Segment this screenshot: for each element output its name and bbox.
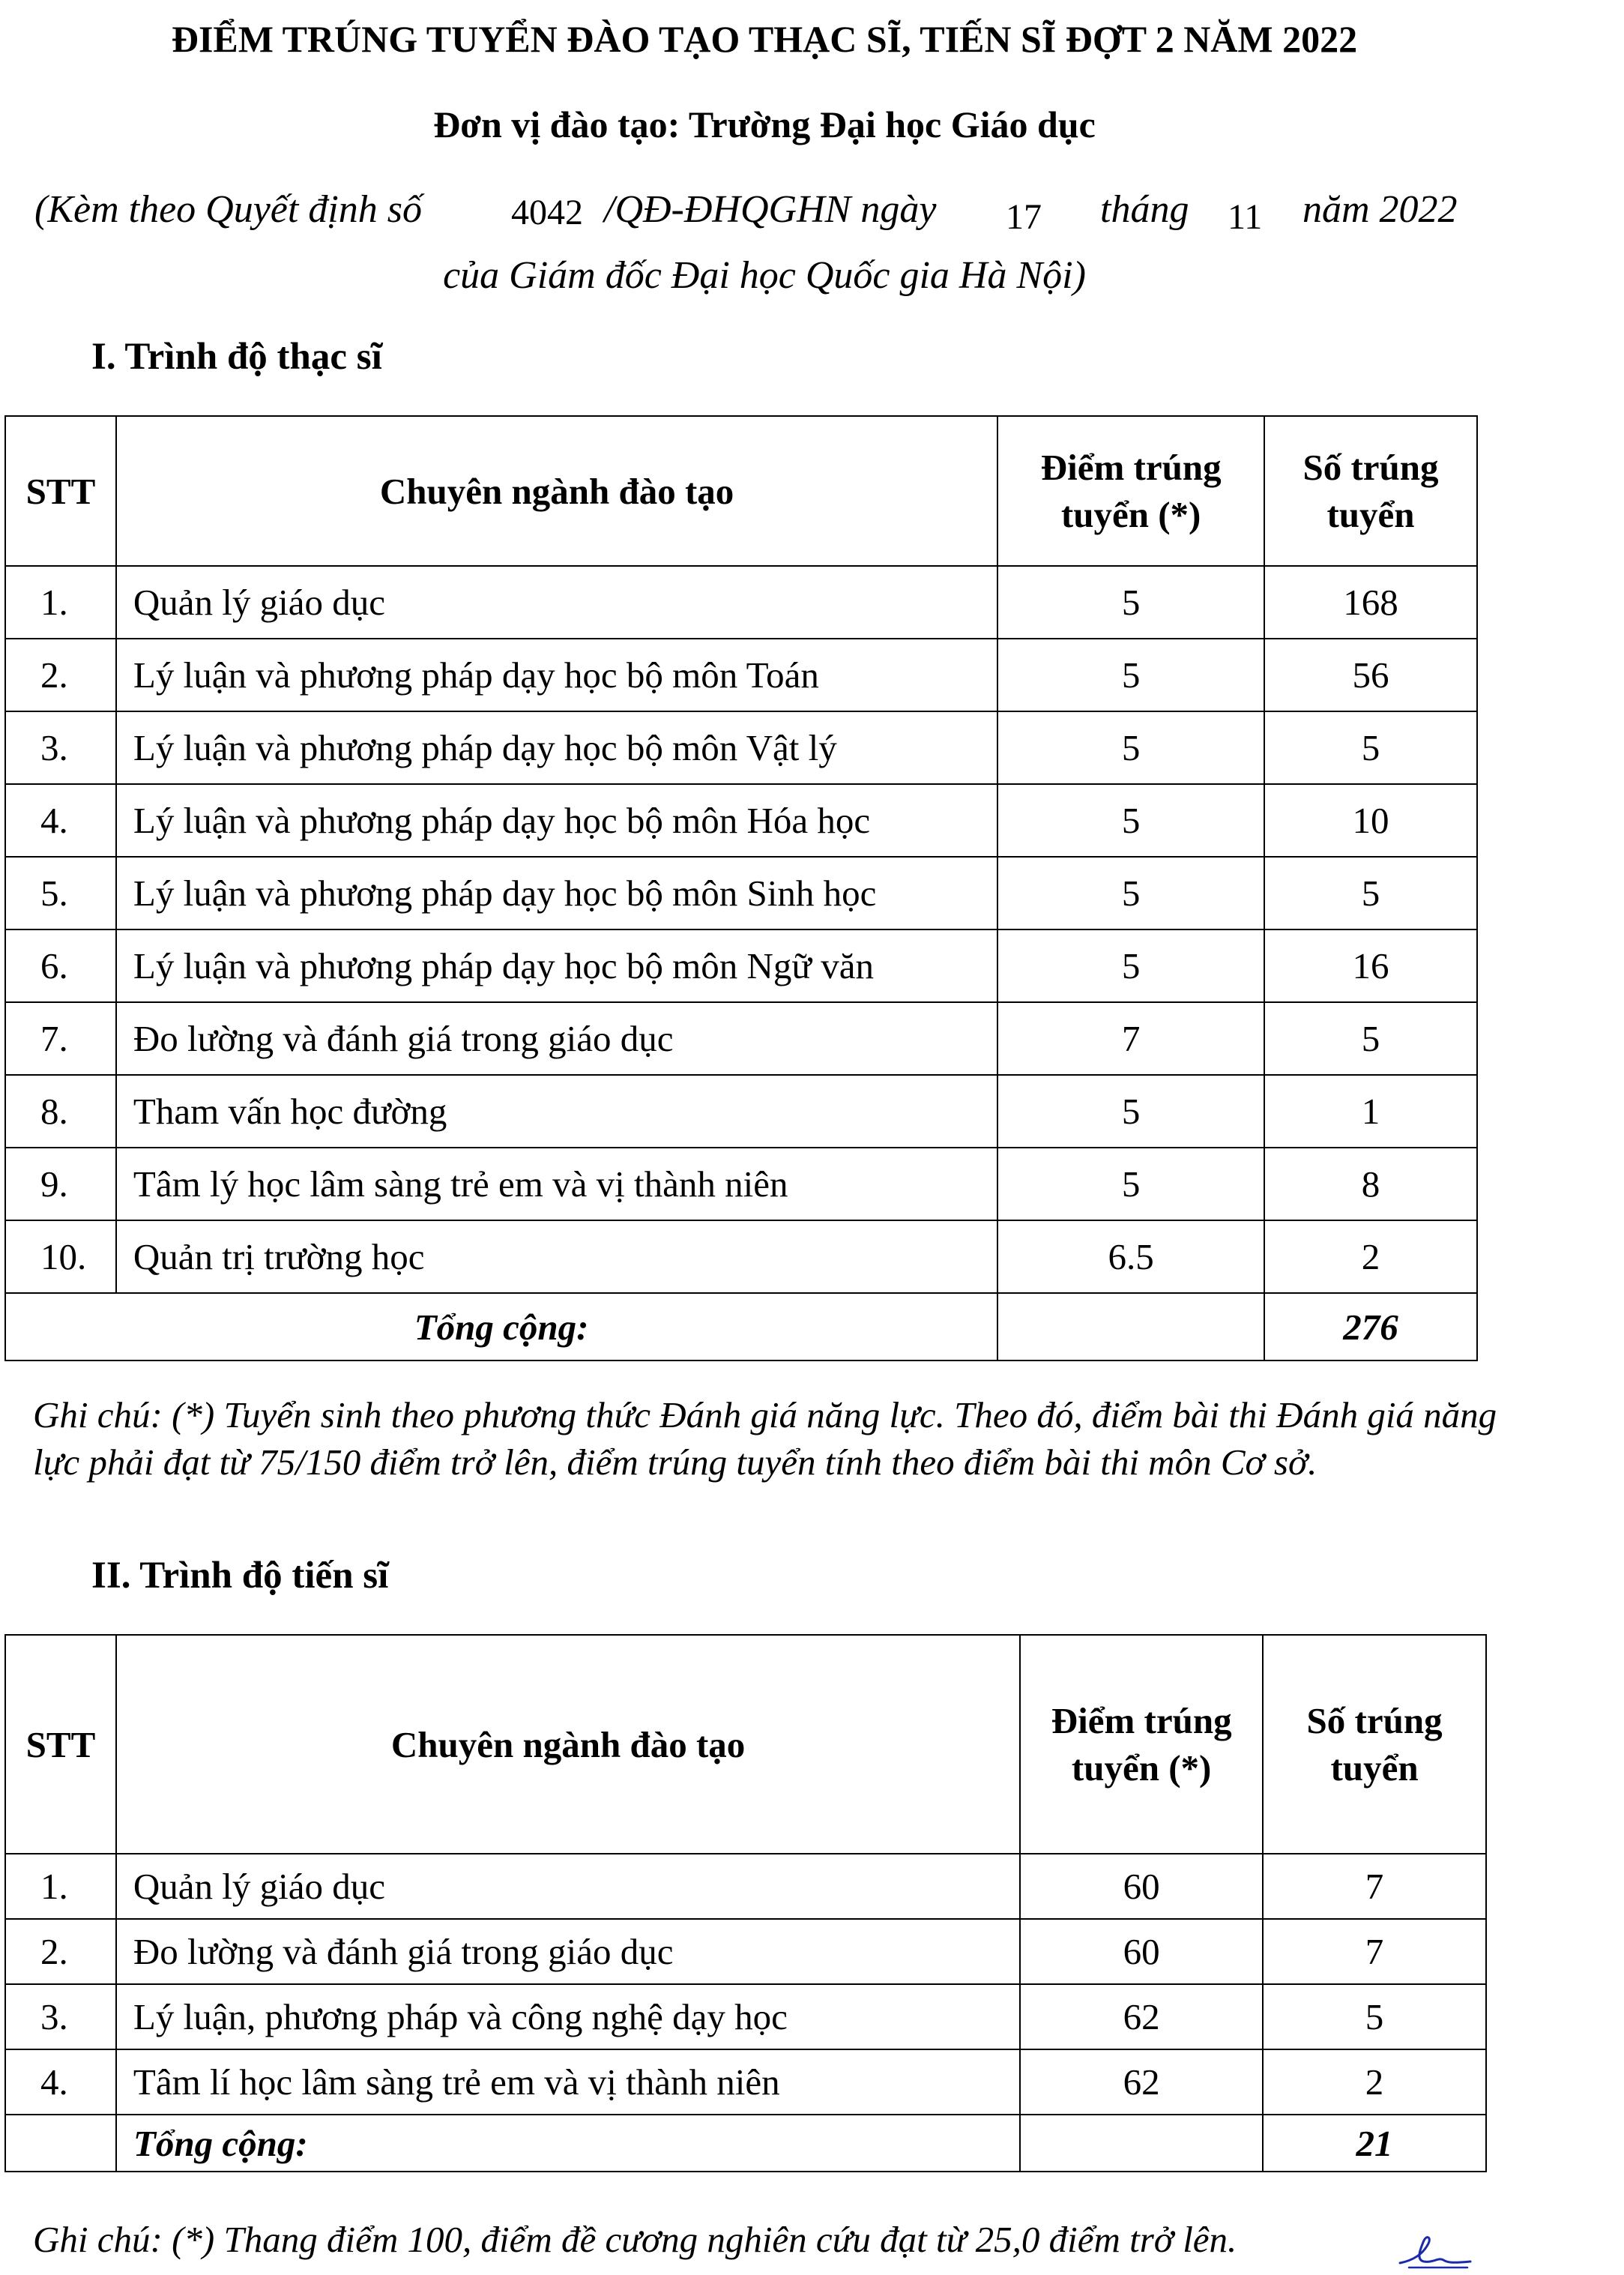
decision-day: 17	[1006, 197, 1042, 237]
doctoral-table	[4, 1634, 1487, 2172]
row-stt: 2.	[5, 1919, 116, 1984]
doctoral-header-row	[5, 1635, 1486, 1854]
col-stt: STT	[5, 416, 116, 566]
row-count: 8	[1264, 1148, 1477, 1220]
row-count: 2	[1263, 2049, 1486, 2115]
masters-table	[4, 415, 1478, 1361]
doctoral-total-row	[5, 2115, 1486, 2172]
table-row	[5, 566, 1477, 639]
row-count: 10	[1264, 784, 1477, 857]
col-score: Điểm trúng tuyển (*)	[1020, 1635, 1263, 1854]
masters-heading: I. Trình độ thạc sĩ	[91, 336, 382, 378]
row-stt: 1.	[5, 1854, 116, 1919]
decision-reference	[34, 187, 1496, 237]
decision-month: 11	[1228, 197, 1263, 237]
row-major: Đo lường và đánh giá trong giáo dục	[116, 1919, 1020, 1984]
table-row	[5, 1148, 1477, 1220]
row-score: 60	[1020, 1919, 1263, 1984]
table-row	[5, 929, 1477, 1002]
row-count: 7	[1263, 1854, 1486, 1919]
table-row	[5, 1854, 1486, 1919]
masters-note: Ghi chú: (*) Tuyển sinh theo phương thức Đánh giá năng lực. Theo đó, điểm bài thi Đánh giá năng lực phải đạt từ 75/150 điểm trở lên, điểm trúng tuyển tính theo điểm bài thi môn Cơ sở.	[33, 1394, 1497, 1483]
row-stt: 3.	[5, 1984, 116, 2049]
row-score: 60	[1020, 1854, 1263, 1919]
row-stt: 4.	[5, 784, 116, 857]
decision-number: 4042	[511, 193, 583, 232]
total-value: 21	[1263, 2115, 1486, 2172]
row-major: Đo lường và đánh giá trong giáo dục	[116, 1002, 997, 1075]
decision-month-label: tháng	[1100, 188, 1189, 231]
table-row	[5, 1002, 1477, 1075]
table-row	[5, 639, 1477, 711]
row-score: 7	[997, 1002, 1264, 1075]
training-unit: Đơn vị đào tạo: Trường Đại học Giáo dục	[433, 103, 1096, 145]
masters-header-row	[5, 416, 1477, 566]
total-score-empty	[1020, 2115, 1263, 2172]
col-count: Số trúng tuyển	[1264, 416, 1477, 566]
col-score: Điểm trúng tuyển (*)	[997, 416, 1264, 566]
row-count: 5	[1264, 1002, 1477, 1075]
row-major: Lý luận, phương pháp và công nghệ dạy học	[116, 1984, 1020, 2049]
table-row	[5, 2049, 1486, 2115]
table-row	[5, 711, 1477, 784]
table-row	[5, 1075, 1477, 1148]
total-stt-empty	[5, 2115, 116, 2172]
row-count: 168	[1264, 566, 1477, 639]
table-row	[5, 857, 1477, 929]
row-count: 1	[1264, 1075, 1477, 1148]
row-major: Quản lý giáo dục	[116, 566, 997, 639]
doctoral-heading: II. Trình độ tiến sĩ	[91, 1555, 389, 1597]
total-score-empty	[997, 1293, 1264, 1361]
decision-issuer: của Giám đốc Đại học Quốc gia Hà Nội)	[443, 254, 1086, 297]
row-stt: 4.	[5, 2049, 116, 2115]
row-major: Lý luận và phương pháp dạy học bộ môn Toán	[116, 639, 997, 711]
row-score: 62	[1020, 1984, 1263, 2049]
row-major: Lý luận và phương pháp dạy học bộ môn Ngữ văn	[116, 929, 997, 1002]
row-count: 16	[1264, 929, 1477, 1002]
row-major: Lý luận và phương pháp dạy học bộ môn Hóa học	[116, 784, 997, 857]
row-stt: 9.	[5, 1148, 116, 1220]
table-row	[5, 1919, 1486, 1984]
row-score: 62	[1020, 2049, 1263, 2115]
row-stt: 1.	[5, 566, 116, 639]
masters-total-row	[5, 1293, 1477, 1361]
row-major: Quản lý giáo dục	[116, 1854, 1020, 1919]
decision-code: /QĐ-ĐHQGHN ngày	[604, 188, 937, 231]
row-major: Tâm lí học lâm sàng trẻ em và vị thành niên	[116, 2049, 1020, 2115]
row-count: 7	[1263, 1919, 1486, 1984]
row-major: Quản trị trường học	[116, 1220, 997, 1293]
row-major: Lý luận và phương pháp dạy học bộ môn Vật lý	[116, 711, 997, 784]
row-score: 5	[997, 784, 1264, 857]
row-major: Tham vấn học đường	[116, 1075, 997, 1148]
document-title: ĐIỂM TRÚNG TUYỂN ĐÀO TẠO THẠC SĨ, TIẾN SĨ ĐỢT 2 NĂM 2022	[171, 18, 1358, 60]
row-score: 5	[997, 1075, 1264, 1148]
decision-prefix: (Kèm theo Quyết định số	[34, 188, 423, 231]
row-score: 5	[997, 639, 1264, 711]
row-stt: 5.	[5, 857, 116, 929]
row-score: 6.5	[997, 1220, 1264, 1293]
row-major: Lý luận và phương pháp dạy học bộ môn Sinh học	[116, 857, 997, 929]
row-score: 5	[997, 566, 1264, 639]
row-score: 5	[997, 929, 1264, 1002]
decision-year: năm 2022	[1302, 188, 1458, 231]
col-count: Số trúng tuyển	[1263, 1635, 1486, 1854]
initial-signature-icon	[1394, 2230, 1476, 2275]
row-score: 5	[997, 1148, 1264, 1220]
row-stt: 8.	[5, 1075, 116, 1148]
total-label: Tổng cộng:	[5, 1293, 997, 1361]
total-label: Tổng cộng:	[116, 2115, 1020, 2172]
row-stt: 6.	[5, 929, 116, 1002]
row-stt: 2.	[5, 639, 116, 711]
row-score: 5	[997, 857, 1264, 929]
row-score: 5	[997, 711, 1264, 784]
row-count: 2	[1264, 1220, 1477, 1293]
col-stt: STT	[5, 1635, 116, 1854]
table-row	[5, 1984, 1486, 2049]
row-count: 56	[1264, 639, 1477, 711]
doctoral-note: Ghi chú: (*) Thang điểm 100, điểm đề cương nghiên cứu đạt từ 25,0 điểm trở lên.	[33, 2219, 1237, 2260]
row-stt: 10.	[5, 1220, 116, 1293]
row-count: 5	[1264, 711, 1477, 784]
total-value: 276	[1264, 1293, 1477, 1361]
row-major: Tâm lý học lâm sàng trẻ em và vị thành niên	[116, 1148, 997, 1220]
row-stt: 3.	[5, 711, 116, 784]
table-row	[5, 1220, 1477, 1293]
col-major: Chuyên ngành đào tạo	[116, 416, 997, 566]
table-row	[5, 784, 1477, 857]
col-major: Chuyên ngành đào tạo	[116, 1635, 1020, 1854]
row-count: 5	[1264, 857, 1477, 929]
row-stt: 7.	[5, 1002, 116, 1075]
row-count: 5	[1263, 1984, 1486, 2049]
